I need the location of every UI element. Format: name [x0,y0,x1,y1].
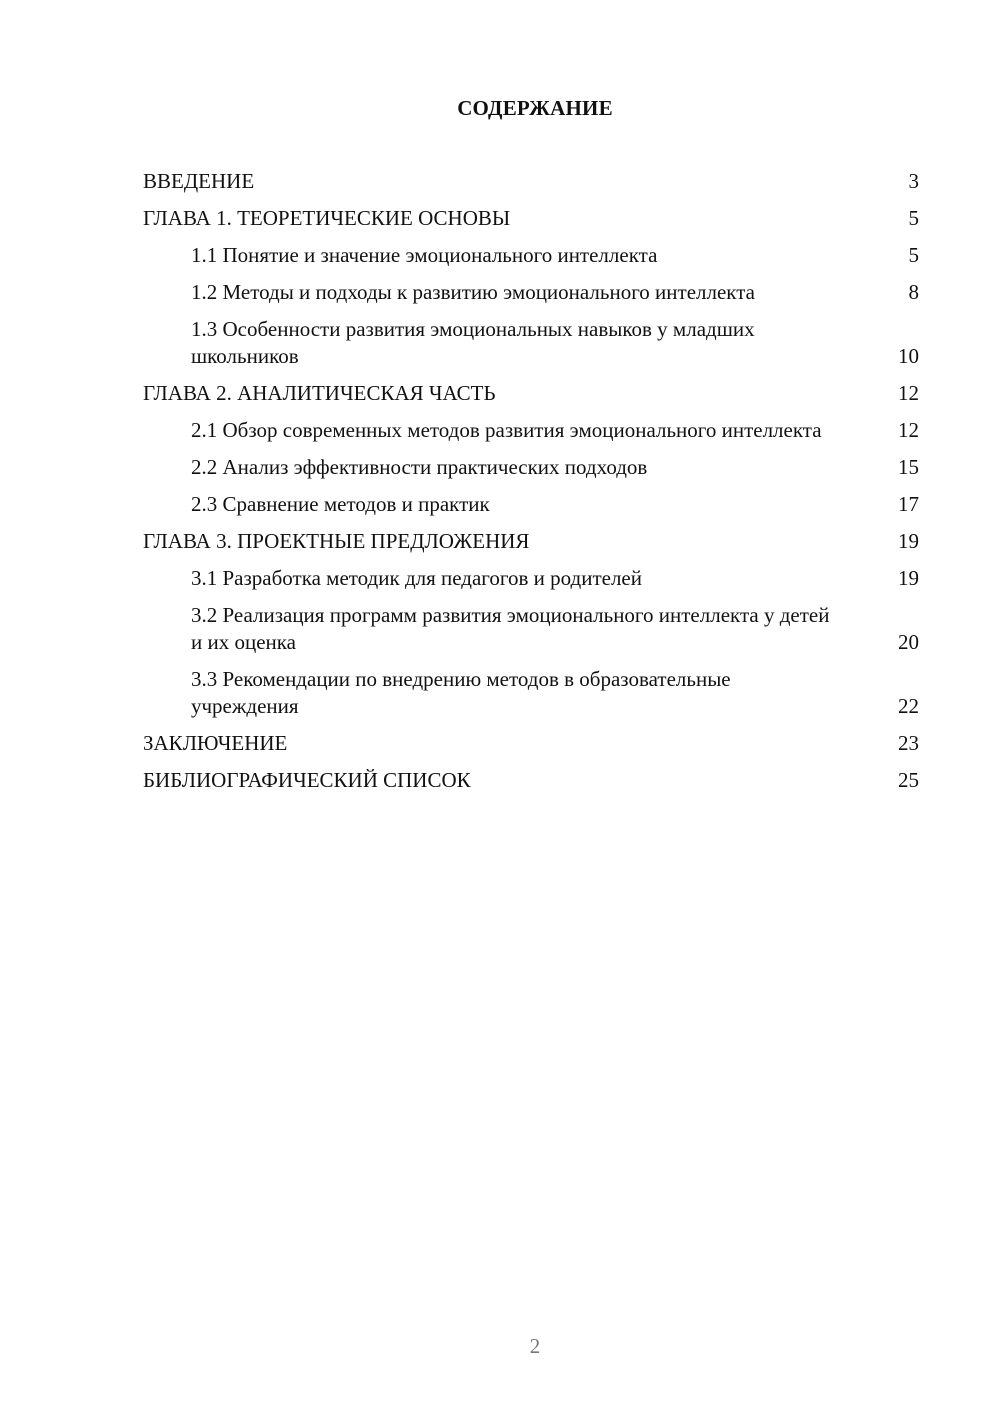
toc-entry-label: ЗАКЛЮЧЕНИЕ [143,731,288,755]
toc-entry-page: 8 [908,280,919,304]
toc-entry-label: 1.3 Особенности развития эмоциональных навыков у младших школьников [191,317,755,368]
toc-entry-section-3-1[interactable] [143,565,919,592]
toc-entry-page: 5 [908,206,919,230]
toc-entry-section-2-1[interactable] [143,417,919,444]
table-of-contents [143,168,919,804]
page-title: СОДЕРЖАНИЕ [457,96,613,120]
toc-entry-section-1-1[interactable] [143,242,919,269]
page-number: 2 [529,1334,541,1358]
toc-entry-page: 23 [898,731,919,755]
toc-entry-section-2-2[interactable] [143,454,919,481]
toc-entry-chapter-2[interactable] [143,380,919,407]
toc-entry-label: ГЛАВА 1. ТЕОРЕТИЧЕСКИЕ ОСНОВЫ [143,206,511,230]
toc-entry-conclusion[interactable] [143,730,919,757]
toc-entry-page: 20 [898,630,919,654]
toc-entry-section-2-3[interactable] [143,491,919,518]
toc-entry-label: 3.2 Реализация программ развития эмоционального интеллекта у детей и их оценка [191,603,830,654]
toc-entry-chapter-1[interactable] [143,205,919,232]
toc-entry-page: 25 [898,768,919,792]
toc-entry-label: БИБЛИОГРАФИЧЕСКИЙ СПИСОК [143,768,471,792]
toc-entry-page: 19 [898,529,919,553]
toc-entry-label: 1.2 Методы и подходы к развитию эмоционального интеллекта [191,280,755,304]
toc-entry-label: 3.1 Разработка методик для педагогов и родителей [191,566,642,590]
toc-entry-page: 3 [908,169,919,193]
toc-entry-bibliography[interactable] [143,767,919,794]
toc-entry-label: 2.3 Сравнение методов и практик [191,492,490,516]
toc-entry-label: 2.2 Анализ эффективности практических подходов [191,455,648,479]
toc-entry-page: 15 [898,455,919,479]
toc-entry-label: 2.1 Обзор современных методов развития эмоционального интеллекта [191,418,822,442]
toc-entry-label: ГЛАВА 3. ПРОЕКТНЫЕ ПРЕДЛОЖЕНИЯ [143,529,530,553]
toc-entry-page: 12 [898,381,919,405]
toc-entry-page: 17 [898,492,919,516]
toc-entry-label: ВВЕДЕНИЕ [143,169,255,193]
toc-entry-page: 10 [898,344,919,368]
toc-entry-page: 12 [898,418,919,442]
toc-entry-section-3-2[interactable] [143,602,919,656]
toc-entry-section-1-2[interactable] [143,279,919,306]
toc-entry-chapter-3[interactable] [143,528,919,555]
toc-entry-introduction[interactable] [143,168,919,195]
toc-entry-section-1-3[interactable] [143,316,919,370]
toc-entry-page: 19 [898,566,919,590]
toc-entry-label: 1.1 Понятие и значение эмоционального интеллекта [191,243,658,267]
toc-entry-label: 3.3 Рекомендации по внедрению методов в образовательные учреждения [191,667,731,718]
toc-entry-page: 22 [898,694,919,718]
toc-entry-label: ГЛАВА 2. АНАЛИТИЧЕСКАЯ ЧАСТЬ [143,381,496,405]
toc-entry-page: 5 [908,243,919,267]
toc-entry-section-3-3[interactable] [143,666,919,720]
